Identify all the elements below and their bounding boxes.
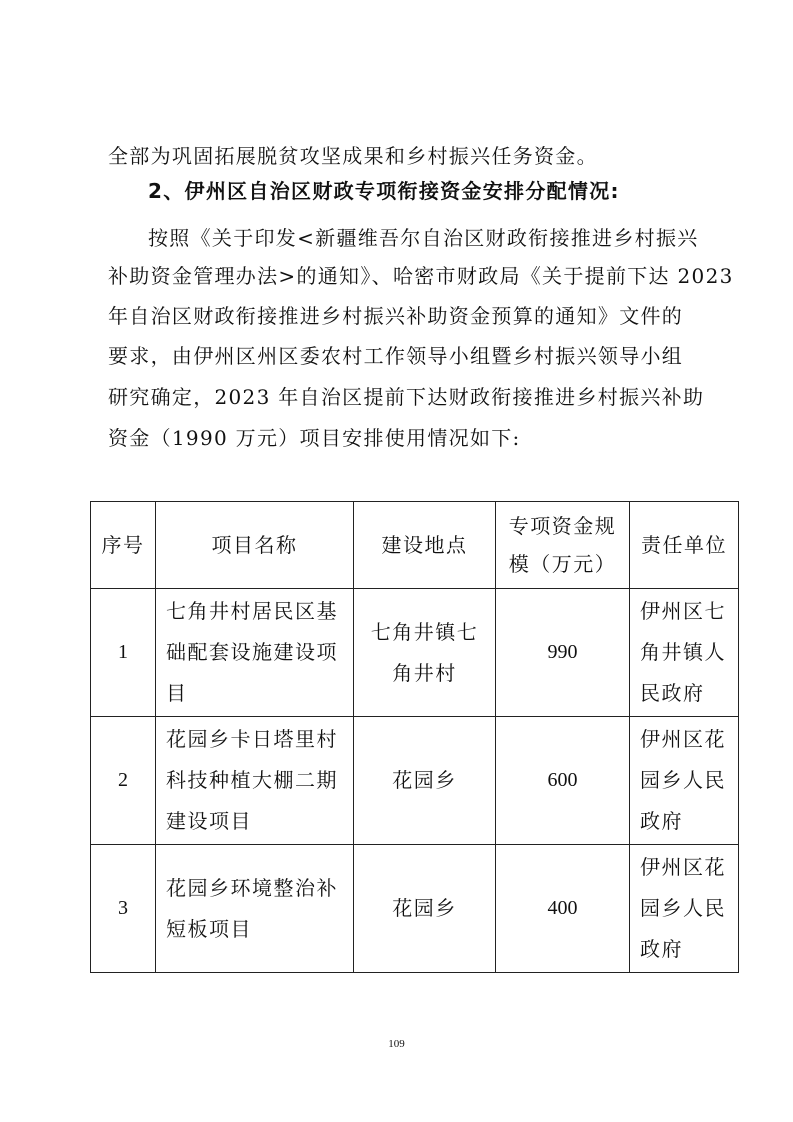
responsible-unit: 伊州区七 角井镇人 民政府 bbox=[630, 589, 739, 717]
paragraph-line: 按照《关于印发<新疆维吾尔自治区财政衔接推进乡村振兴 bbox=[148, 226, 699, 250]
table-row bbox=[91, 589, 739, 717]
header-cell: 专项资金规 模（万元） bbox=[496, 502, 630, 589]
header-cell: 项目名称 bbox=[156, 502, 354, 589]
header-cell: 建设地点 bbox=[354, 502, 496, 589]
responsible-unit: 伊州区花 园乡人民 政府 bbox=[630, 717, 739, 845]
paragraph-line: 年自治区财政衔接推进乡村振兴补助资金预算的通知》文件的 bbox=[108, 304, 684, 328]
table-row bbox=[91, 845, 739, 973]
row-number: 3 bbox=[91, 845, 156, 973]
responsible-unit: 伊州区花 园乡人民 政府 bbox=[630, 845, 739, 973]
table-header-row bbox=[91, 502, 739, 589]
fund-amount: 990 bbox=[496, 589, 630, 717]
header-cell: 序号 bbox=[91, 502, 156, 589]
table-row bbox=[91, 717, 739, 845]
row-number: 1 bbox=[91, 589, 156, 717]
project-location: 花园乡 bbox=[354, 845, 496, 973]
fund-amount: 600 bbox=[496, 717, 630, 845]
row-number: 2 bbox=[91, 717, 156, 845]
paragraph-line: 补助资金管理办法>的通知》、哈密市财政局《关于提前下达 2023 bbox=[108, 264, 734, 288]
project-location: 花园乡 bbox=[354, 717, 496, 845]
section-heading: 2、伊州区自治区财政专项衔接资金安排分配情况: bbox=[148, 179, 620, 203]
project-name: 花园乡环境整治补 短板项目 bbox=[156, 845, 354, 973]
page-number: 109 bbox=[388, 1038, 405, 1050]
intro-line: 全部为巩固拓展脱贫攻坚成果和乡村振兴任务资金。 bbox=[108, 144, 598, 168]
header-cell: 责任单位 bbox=[630, 502, 739, 589]
paragraph-line: 要求，由伊州区州区委农村工作领导小组暨乡村振兴领导小组 bbox=[108, 344, 684, 368]
project-name: 七角井村居民区基 础配套设施建设项 目 bbox=[156, 589, 354, 717]
project-location: 七角井镇七 角井村 bbox=[354, 589, 496, 717]
project-name: 花园乡卡日塔里村 科技种植大棚二期 建设项目 bbox=[156, 717, 354, 845]
paragraph-line: 资金（1990 万元）项目安排使用情况如下: bbox=[108, 426, 521, 450]
paragraph-line: 研究确定，2023 年自治区提前下达财政衔接推进乡村振兴补助 bbox=[108, 385, 705, 409]
fund-amount: 400 bbox=[496, 845, 630, 973]
allocation-table bbox=[90, 501, 739, 973]
